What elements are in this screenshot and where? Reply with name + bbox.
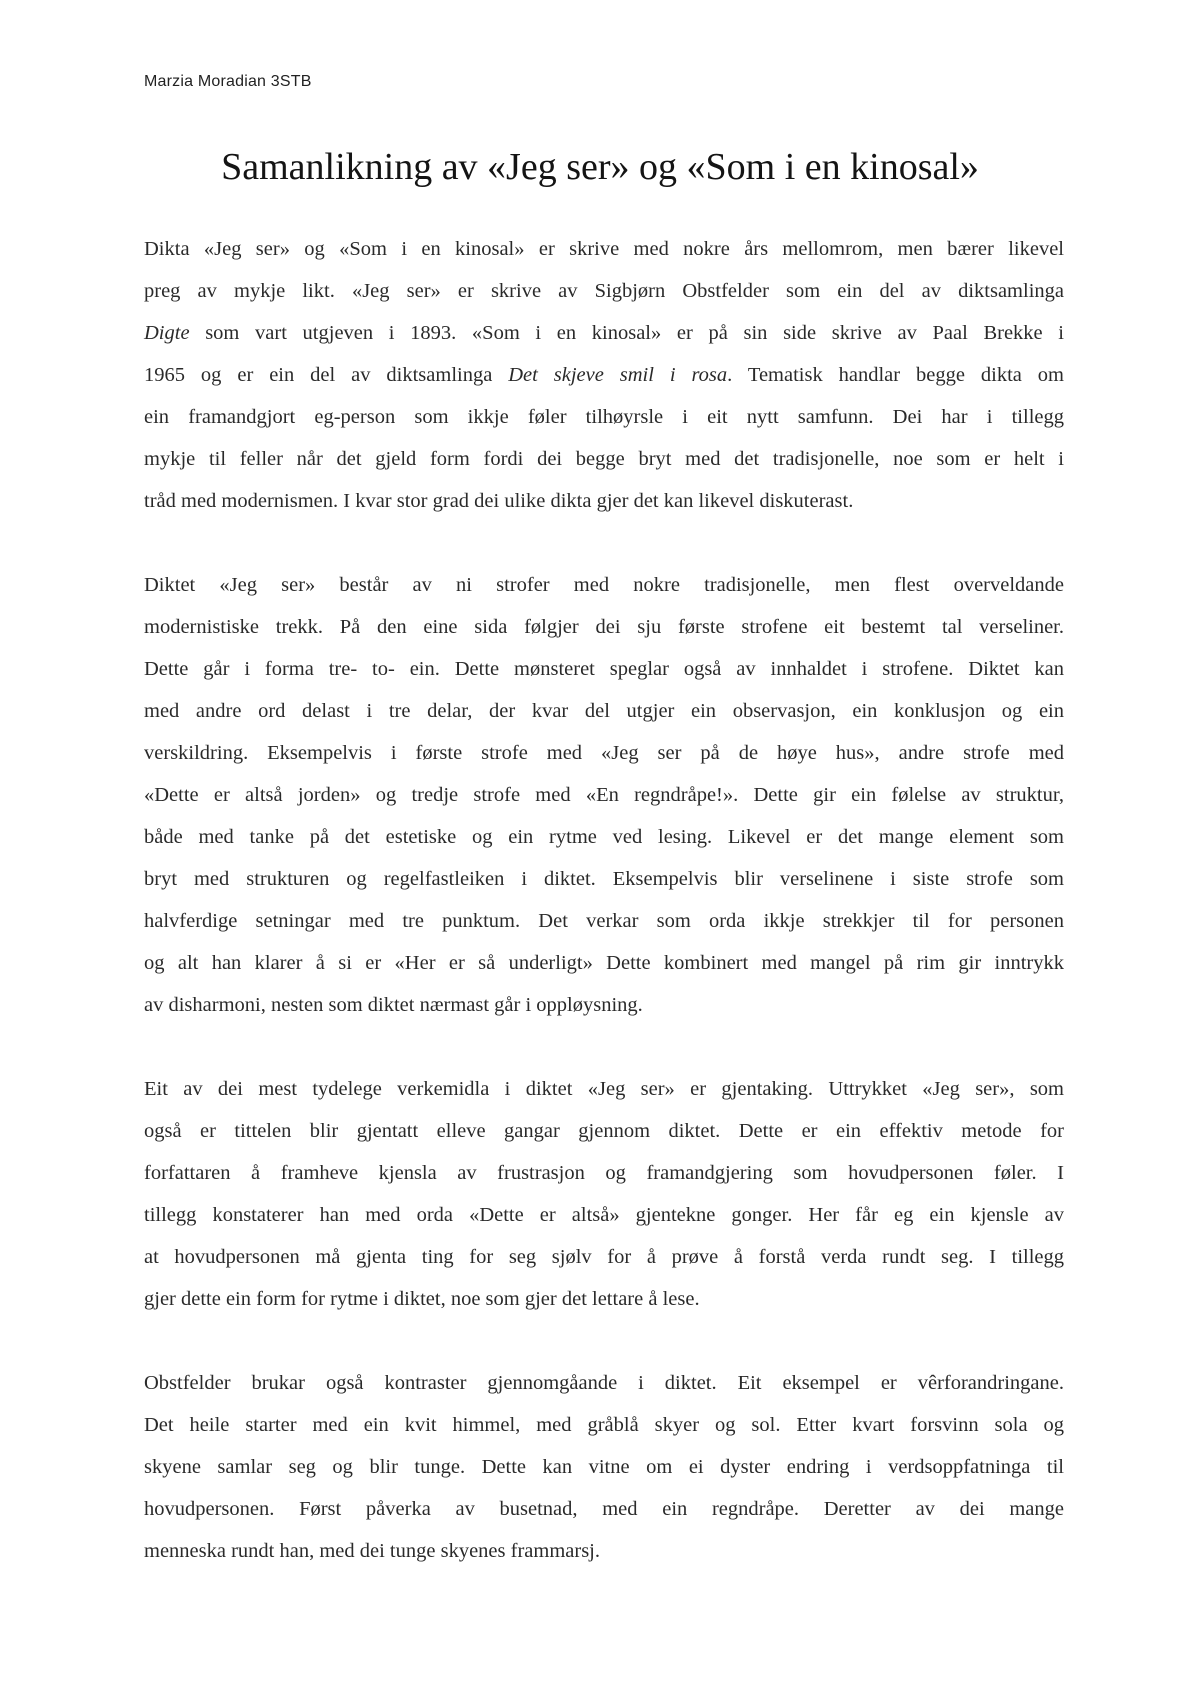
text-segment: . Tematisk handlar begge dikta om xyxy=(727,364,1064,386)
text-line: at hovudpersonen må gjenta ting for seg sjølv for å prøve å forstå verda rundt seg. I tillegg xyxy=(144,1246,1064,1268)
paragraph-repetition xyxy=(144,1068,1064,1320)
text-line: ein framandgjort eg-person som ikkje føler tilhøyrsle i eit nytt samfunn. Dei har i tillegg xyxy=(144,406,1064,428)
paragraph-intro xyxy=(144,228,1064,522)
text-line: verskildring. Eksempelvis i første strofe med «Jeg ser på de høye hus», andre strofe med xyxy=(144,742,1064,764)
paragraph-contrasts xyxy=(144,1362,1064,1572)
text-line: og alt han klarer å si er «Her er så underligt» Dette kombinert med mangel på rim gir inntrykk xyxy=(144,952,1064,974)
text-line: også er tittelen blir gjentatt elleve gangar gjennom diktet. Dette er ein effektiv metode for xyxy=(144,1120,1064,1142)
text-line: Obstfelder brukar også kontraster gjennomgåande i diktet. Eit eksempel er vêrforandringane. xyxy=(144,1372,1064,1394)
text-line: forfattaren å framheve kjensla av frustrasjon og framandgjering som hovudpersonen føler. I xyxy=(144,1162,1064,1184)
text-segment: 1965 og er ein del av diktsamlinga xyxy=(144,364,509,386)
text-line xyxy=(144,312,1064,354)
author-class-header: Marzia Moradian 3STB xyxy=(144,73,312,90)
text-line: halvferdige setningar med tre punktum. Det verkar som orda ikkje strekkjer til for personen xyxy=(144,910,1064,932)
text-line: Dette går i forma tre- to- ein. Dette mønsteret speglar også av innhaldet i strofene. Diktet kan xyxy=(144,658,1064,680)
page-title: Samanlikning av «Jeg ser» og «Som i en kinosal» xyxy=(221,146,979,188)
document-body xyxy=(144,228,1064,1614)
text-line: Eit av dei mest tydelege verkemidla i diktet «Jeg ser» er gjentaking. Uttrykket «Jeg ser», som xyxy=(144,1078,1064,1100)
text-line: med andre ord delast i tre delar, der kvar del utgjer ein observasjon, ein konklusjon og ein xyxy=(144,700,1064,722)
text-line: mykje til feller når det gjeld form fordi dei begge bryt med det tradisjonelle, noe som er helt i xyxy=(144,448,1064,470)
text-line: Det heile starter med ein kvit himmel, med gråblå skyer og sol. Etter kvart forsvinn sola og xyxy=(144,1414,1064,1436)
text-line: bryt med strukturen og regelfastleiken i diktet. Eksempelvis blir verselinene i siste strofe som xyxy=(144,868,1064,890)
text-line: Diktet «Jeg ser» består av ni strofer med nokre tradisjonelle, men flest overveldande xyxy=(144,574,1064,596)
text-line xyxy=(144,354,1064,396)
text-line: menneska rundt han, med dei tunge skyenes frammarsj. xyxy=(144,1540,600,1562)
text-line: preg av mykje likt. «Jeg ser» er skrive av Sigbjørn Obstfelder som ein del av diktsamlinga xyxy=(144,280,1064,302)
text-line: både med tanke på det estetiske og ein rytme ved lesing. Likevel er det mange element som xyxy=(144,826,1064,848)
text-segment: som vart utgjeven i 1893. «Som i en kinosal» er på sin side skrive av Paal Brekke i xyxy=(189,322,1064,344)
text-line: tråd med modernismen. I kvar stor grad dei ulike dikta gjer det kan likevel diskuterast. xyxy=(144,490,854,512)
book-title-italic: Digte xyxy=(144,322,190,344)
text-line: gjer dette ein form for rytme i diktet, noe som gjer det lettare å lese. xyxy=(144,1288,700,1310)
text-line: hovudpersonen. Først påverka av busetnad, med ein regndråpe. Deretter av dei mange xyxy=(144,1498,1064,1520)
text-line: skyene samlar seg og blir tunge. Dette kan vitne om ei dyster endring i verdsoppfatninga til xyxy=(144,1456,1064,1478)
text-line: Dikta «Jeg ser» og «Som i en kinosal» er skrive med nokre års mellomrom, men bærer likevel xyxy=(144,238,1064,260)
text-line: tillegg konstaterer han med orda «Dette er altså» gjentekne gonger. Her får eg ein kjensle av xyxy=(144,1204,1064,1226)
paragraph-structure xyxy=(144,564,1064,1026)
text-line: «Dette er altså jorden» og tredje strofe med «En regndråpe!». Dette gir ein følelse av struktur, xyxy=(144,784,1064,806)
text-line: modernistiske trekk. På den eine sida følgjer dei sju første strofene eit bestemt tal verseliner. xyxy=(144,616,1064,638)
book-title-italic: Det skjeve smil i rosa xyxy=(508,364,728,386)
text-line: av disharmoni, nesten som diktet nærmast går i oppløysning. xyxy=(144,994,643,1016)
